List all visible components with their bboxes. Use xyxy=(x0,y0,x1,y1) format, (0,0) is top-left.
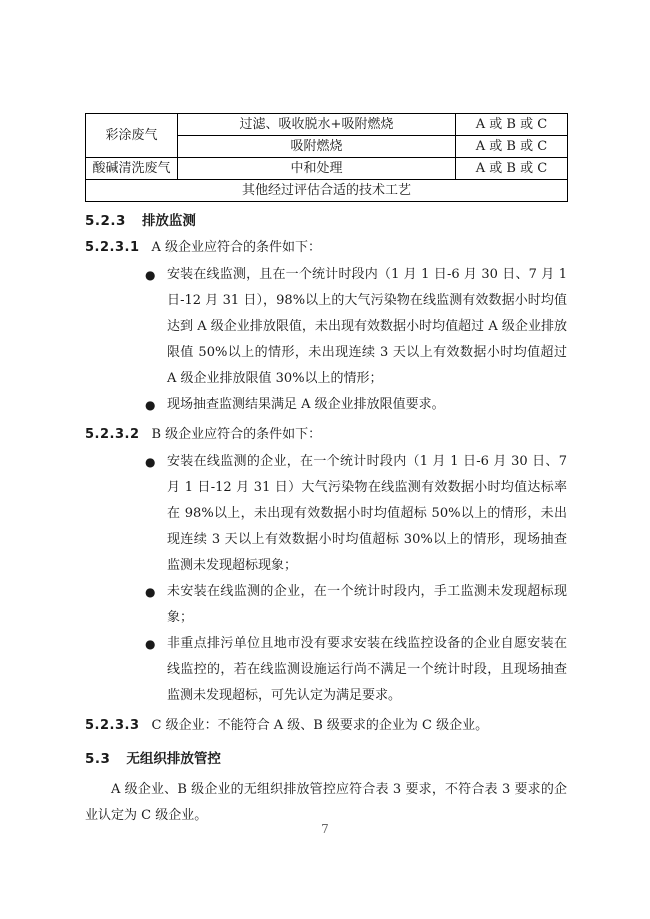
cell-source: 彩涂废气 xyxy=(86,114,178,158)
cell-process: 过滤、吸收脱水+吸附燃烧 xyxy=(178,114,456,136)
bullet-text: 现场抽查监测结果满足 A 级企业排放限值要求。 xyxy=(167,397,445,412)
bullet-icon: ● xyxy=(145,268,156,282)
bullet-list-grade-a xyxy=(85,262,567,418)
clause-5-2-3-3 xyxy=(85,716,567,736)
clause-number: 5.2.3.1 xyxy=(85,240,140,255)
clause-text: B 级企业应符合的条件如下： xyxy=(151,427,322,442)
cell-grade: A 或 B 或 C xyxy=(456,158,568,180)
waste-gas-treatment-table xyxy=(85,113,568,202)
section-number: 5.3 xyxy=(85,751,111,767)
section-heading-5-2-3 xyxy=(85,211,567,231)
table-row xyxy=(86,158,568,180)
bullet-icon: ● xyxy=(145,585,156,599)
cell-process: 吸附燃烧 xyxy=(178,136,456,158)
section-title: 无组织排放管控 xyxy=(126,751,221,767)
cell-other-note: 其他经过评估合适的技术工艺 xyxy=(86,180,568,202)
bullet-icon: ● xyxy=(145,455,156,469)
table-row xyxy=(86,114,568,136)
bullet-icon: ● xyxy=(145,398,156,412)
bullet-text: 非重点排污单位且地市没有要求安装在线监控设备的企业自愿安装在线监控的，若在线监测设施运行尚不满足一个统计时段，且现场抽查监测未发现超标，可先认定为满足要求。 xyxy=(167,636,567,703)
section-title: 排放监测 xyxy=(141,213,196,229)
bullet-icon: ● xyxy=(145,637,156,651)
clause-text: A 级企业应符合的条件如下： xyxy=(151,240,322,255)
page-content xyxy=(85,0,567,829)
cell-source: 酸碱清洗废气 xyxy=(86,158,178,180)
bullet-text: 安装在线监测，且在一个统计时段内（1 月 1 日-6 月 30 日、7 月 1 日-12 月 31 日），98%以上的大气污染物在线监测有效数据小时均值达到 A 级企业排放限值，未出现有效数据小时均值超过 A 级企业排放限值 50%以上的情形，未出现连续 3 天以上有效数据小时均值超过 A 级企业排放限值 30%以上的情形； xyxy=(167,267,567,386)
body-paragraph: A 级企业、B 级企业的无组织排放管控应符合表 3 要求，不符合表 3 要求的企业认定为 C 级企业。 xyxy=(85,782,567,823)
bullet-item xyxy=(85,262,567,392)
bullet-list-grade-b xyxy=(85,449,567,709)
bullet-item xyxy=(85,449,567,579)
section-heading-5-3 xyxy=(85,749,567,769)
section-number: 5.2.3 xyxy=(85,213,126,229)
clause-number: 5.2.3.3 xyxy=(85,718,140,733)
bullet-item xyxy=(85,392,567,418)
bullet-text: 安装在线监测的企业，在一个统计时段内（1 月 1 日-6 月 30 日、7 月 1 日-12 月 31 日）大气污染物在线监测有效数据小时均值达标率在 98%以上，未出现有效数据小时均值超标 50%以上的情形，未出现连续 3 天以上有效数据小时均值超标 30%以上的情形，现场抽查监测未发现超标现象； xyxy=(167,454,567,573)
bullet-item xyxy=(85,631,567,709)
bullet-item xyxy=(85,579,567,631)
cell-process: 中和处理 xyxy=(178,158,456,180)
clause-5-2-3-1 xyxy=(85,238,567,258)
cell-grade: A 或 B 或 C xyxy=(456,136,568,158)
clause-text: C 级企业：不能符合 A 级、B 级要求的企业为 C 级企业。 xyxy=(151,718,489,733)
clause-5-2-3-2 xyxy=(85,425,567,445)
page-number: 7 xyxy=(321,822,329,836)
clause-number: 5.2.3.2 xyxy=(85,427,140,442)
cell-grade: A 或 B 或 C xyxy=(456,114,568,136)
bullet-text: 未安装在线监测的企业，在一个统计时段内，手工监测未发现超标现象； xyxy=(167,584,567,625)
table-row xyxy=(86,180,568,202)
